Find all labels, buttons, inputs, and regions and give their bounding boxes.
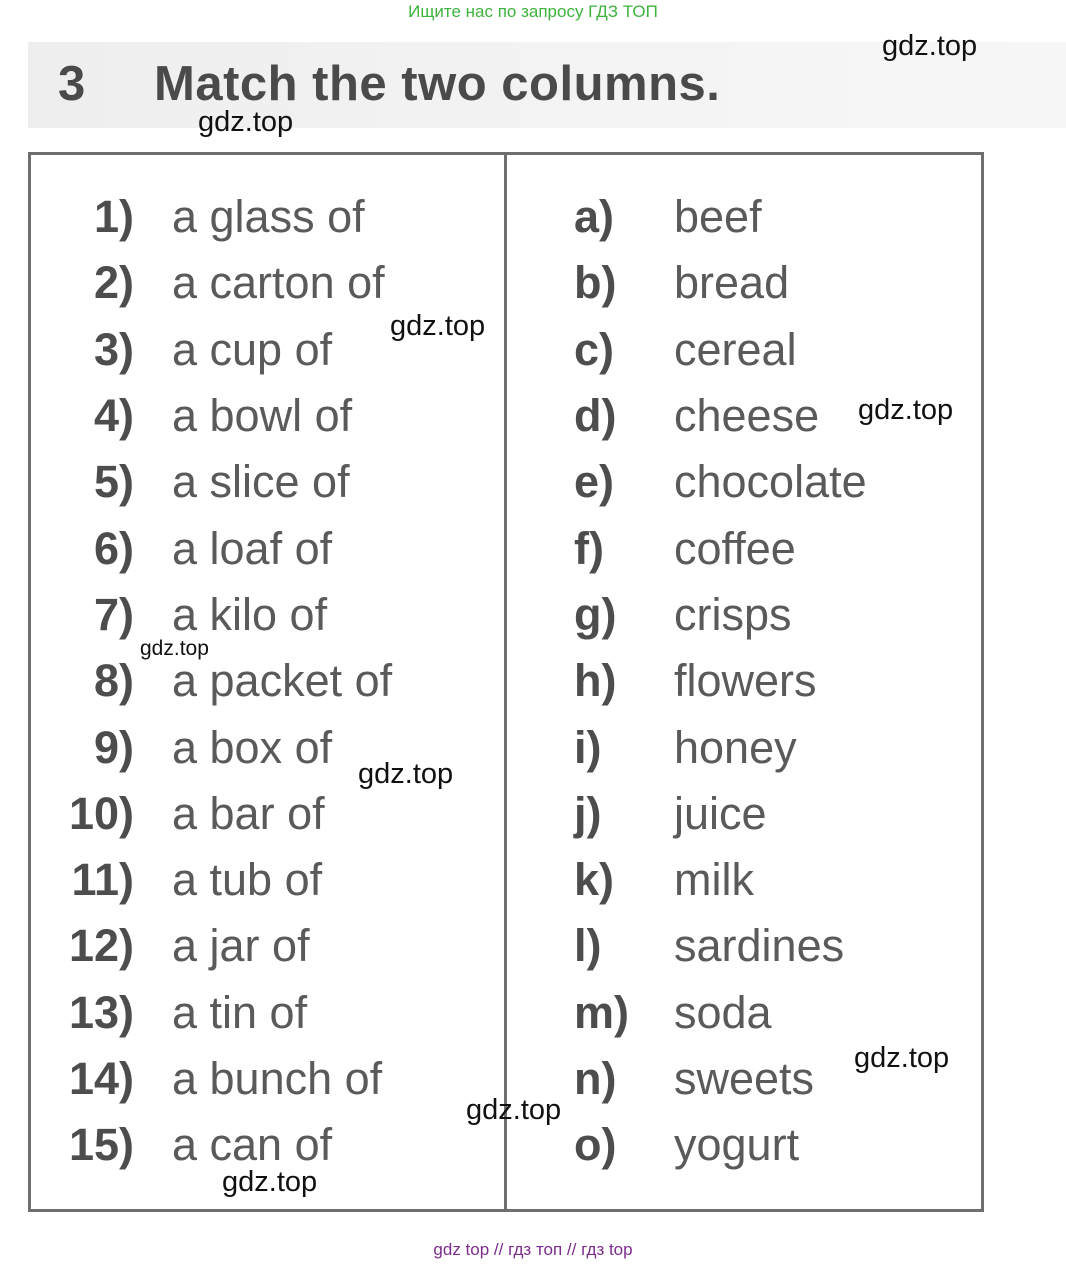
right-column <box>574 184 974 1178</box>
right-item-k <box>574 847 974 913</box>
right-item-label: a) <box>574 191 615 243</box>
right-item-label: o) <box>574 1119 617 1171</box>
exercise-instruction: Match the two columns. <box>154 57 721 111</box>
left-item-text: a tub of <box>172 854 323 906</box>
left-item-text: a packet of <box>172 655 393 707</box>
right-item-label: n) <box>574 1053 617 1104</box>
right-item-g <box>574 582 974 648</box>
left-item-label: 13) <box>68 986 134 1038</box>
right-item-label: b) <box>574 257 617 309</box>
right-item-a <box>574 184 974 250</box>
left-item-label: 7) <box>93 588 134 640</box>
left-item-text: a bar of <box>172 787 325 839</box>
right-item-m <box>574 980 974 1046</box>
right-item-text: bread <box>674 257 790 309</box>
right-item-text: crisps <box>674 588 792 640</box>
right-item-text: honey <box>674 721 797 773</box>
left-item-text: a jar of <box>172 920 310 972</box>
left-item-label: 11) <box>71 854 134 906</box>
left-item-13 <box>50 980 490 1046</box>
left-item-label: 9) <box>93 721 134 773</box>
right-item-label: i) <box>574 721 602 773</box>
left-item-text: a tin of <box>172 986 308 1038</box>
right-item-text: milk <box>674 854 754 906</box>
watermark: gdz.top <box>198 106 294 138</box>
right-item-text: soda <box>674 986 772 1038</box>
right-item-label: e) <box>574 456 615 508</box>
left-item-text: a loaf of <box>172 522 333 574</box>
watermark: gdz.top <box>854 1042 950 1074</box>
right-item-f <box>574 515 974 581</box>
right-item-label: h) <box>574 655 617 707</box>
right-item-label: d) <box>574 390 617 442</box>
right-item-text: sweets <box>674 1053 815 1104</box>
left-item-text: a cup of <box>172 323 333 375</box>
watermark: gdz.top <box>858 394 954 426</box>
left-item-text: a kilo of <box>172 588 328 640</box>
right-item-label: m) <box>574 986 629 1038</box>
right-item-c <box>574 317 974 383</box>
left-item-text: a can of <box>172 1119 333 1171</box>
right-item-label: f) <box>574 522 604 574</box>
watermark: gdz.top <box>882 30 978 62</box>
right-item-label: k) <box>574 854 615 906</box>
left-item-1 <box>50 184 490 250</box>
left-item-4 <box>50 383 490 449</box>
left-item-14 <box>50 1046 490 1112</box>
right-item-text: cereal <box>674 323 797 375</box>
right-item-text: chocolate <box>674 456 867 508</box>
right-item-label: l) <box>574 920 602 972</box>
left-item-label: 14) <box>68 1053 134 1104</box>
left-item-label: 8) <box>93 655 134 707</box>
left-item-label: 6) <box>93 522 134 574</box>
right-item-label: j) <box>574 787 602 839</box>
right-item-i <box>574 714 974 780</box>
left-item-text: a bowl of <box>172 390 353 442</box>
left-item-6 <box>50 515 490 581</box>
left-item-label: 10) <box>68 787 134 839</box>
watermark: gdz.top <box>390 310 486 342</box>
right-item-label: c) <box>574 323 615 375</box>
left-item-5 <box>50 449 490 515</box>
right-item-text: juice <box>674 787 767 839</box>
left-item-label: 15) <box>68 1119 134 1171</box>
right-item-text: flowers <box>674 655 817 707</box>
left-item-label: 4) <box>93 390 134 442</box>
watermark: gdz.top <box>358 758 454 790</box>
left-item-label: 5) <box>93 456 134 508</box>
left-item-2 <box>50 250 490 316</box>
right-item-l <box>574 913 974 979</box>
left-item-label: 12) <box>68 920 134 972</box>
left-item-11 <box>50 847 490 913</box>
left-item-text: a box of <box>172 721 333 773</box>
exercise-number: 3 <box>58 57 86 111</box>
left-item-text: a carton of <box>172 257 385 309</box>
left-item-10 <box>50 781 490 847</box>
left-item-label: 3) <box>93 323 134 375</box>
left-item-label: 2) <box>93 257 134 309</box>
right-item-j <box>574 781 974 847</box>
left-item-7 <box>50 582 490 648</box>
exercise-heading <box>58 56 720 112</box>
watermark: gdz.top <box>466 1094 562 1126</box>
top-banner[interactable]: Ищите нас по запросу ГДЗ ТОП <box>408 2 658 21</box>
left-item-text: a glass of <box>172 191 365 243</box>
left-item-12 <box>50 913 490 979</box>
footer-links[interactable]: gdz top // гдз топ // гдз top <box>433 1240 633 1259</box>
left-item-text: a slice of <box>172 456 350 508</box>
right-item-text: cheese <box>674 390 820 442</box>
watermark: gdz.top <box>140 637 209 660</box>
right-item-label: g) <box>574 588 617 640</box>
column-divider <box>504 152 507 1212</box>
watermark: gdz.top <box>222 1166 318 1198</box>
left-item-text: a bunch of <box>172 1053 383 1104</box>
right-item-text: coffee <box>674 522 796 574</box>
right-item-text: beef <box>674 191 762 243</box>
right-item-text: sardines <box>674 920 845 972</box>
right-item-text: yogurt <box>674 1119 800 1171</box>
right-item-e <box>574 449 974 515</box>
left-item-8 <box>50 648 490 714</box>
right-item-h <box>574 648 974 714</box>
left-item-label: 1) <box>93 191 134 243</box>
right-item-o <box>574 1112 974 1178</box>
right-item-b <box>574 250 974 316</box>
